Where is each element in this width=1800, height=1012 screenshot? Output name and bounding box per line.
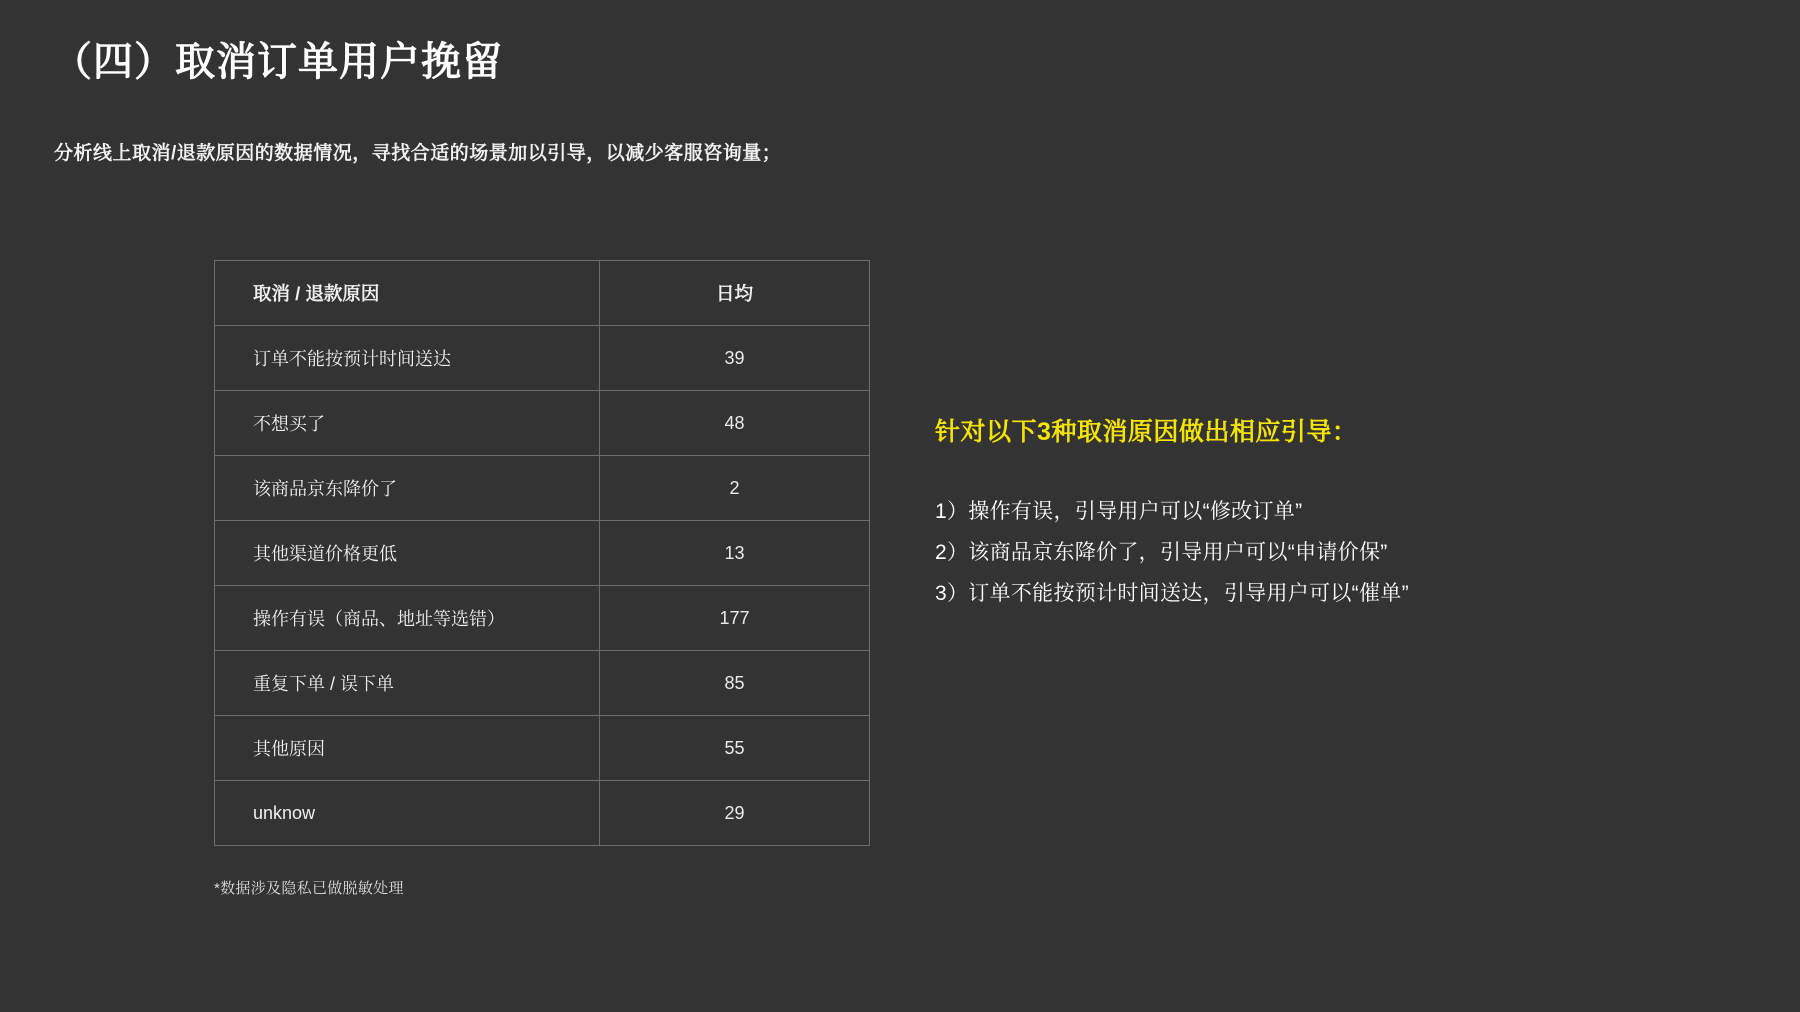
page-title: （四）取消订单用户挽留 [52, 40, 503, 84]
table-header-daily-average: 日均 [600, 261, 870, 326]
table-cell-reason: 重复下单 / 误下单 [215, 651, 600, 716]
table-cell-reason: 订单不能按预计时间送达 [215, 326, 600, 391]
list-item: 2）该商品京东降价了，引导用户可以“申请价保” [935, 540, 1388, 564]
guidance-list [935, 492, 1715, 615]
table-row [215, 521, 870, 586]
table-body [215, 326, 870, 846]
page-subtitle: 分析线上取消/退款原因的数据情况，寻找合适的场景加以引导，以减少客服咨询量； [54, 143, 782, 164]
table-header-row [215, 261, 870, 326]
table-cell-reason: 其他渠道价格更低 [215, 521, 600, 586]
table-cell-reason: 操作有误（商品、地址等选错） [215, 586, 600, 651]
table-cell-reason: 不想买了 [215, 391, 600, 456]
list-item: 3）订单不能按预计时间送达，引导用户可以“催单” [935, 581, 1409, 605]
table-cell-value: 55 [600, 716, 870, 781]
cancel-reason-table-wrap [214, 260, 869, 846]
table-cell-value: 85 [600, 651, 870, 716]
table-row [215, 391, 870, 456]
table-cell-value: 29 [600, 781, 870, 846]
table-row [215, 651, 870, 716]
table-cell-value: 48 [600, 391, 870, 456]
table-cell-reason: 其他原因 [215, 716, 600, 781]
table-cell-value: 177 [600, 586, 870, 651]
table-row [215, 326, 870, 391]
guidance-panel [935, 412, 1715, 615]
list-item: 1）操作有误，引导用户可以“修改订单” [935, 500, 1303, 523]
cancel-reason-table [214, 260, 870, 846]
table-row [215, 456, 870, 521]
table-head [215, 261, 870, 326]
table-cell-value: 39 [600, 326, 870, 391]
table-cell-value: 13 [600, 521, 870, 586]
table-cell-reason: unknow [215, 781, 600, 846]
table-cell-reason: 该商品京东降价了 [215, 456, 600, 521]
table-footnote: *数据涉及隐私已做脱敏处理 [214, 880, 404, 897]
guidance-heading: 针对以下3种取消原因做出相应引导： [935, 418, 1358, 446]
table-header-reason: 取消 / 退款原因 [215, 261, 600, 326]
table-row [215, 781, 870, 846]
table-cell-value: 2 [600, 456, 870, 521]
table-row [215, 716, 870, 781]
table-row [215, 586, 870, 651]
